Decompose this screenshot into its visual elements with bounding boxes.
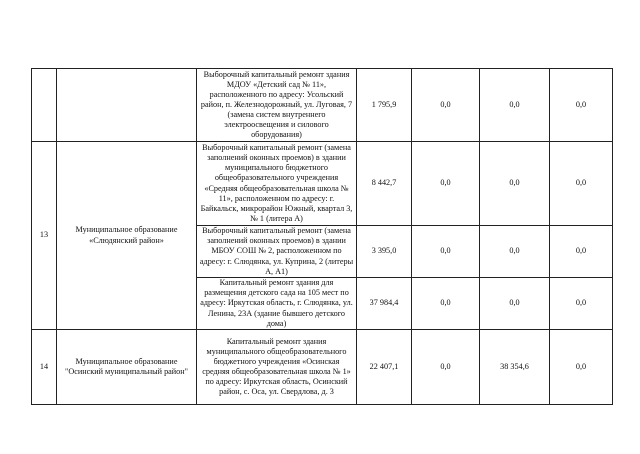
value-cell: 37 984,4 (357, 278, 412, 330)
value-cell: 8 442,7 (357, 142, 412, 226)
municipality-cell: Муниципальное образование «Слюдянский район» (57, 142, 197, 330)
row-number (32, 69, 57, 142)
row-number: 14 (32, 330, 57, 405)
value-cell: 0,0 (412, 226, 480, 278)
value-cell: 0,0 (550, 278, 613, 330)
value-cell: 0,0 (480, 69, 550, 142)
table-row (32, 330, 613, 405)
value-cell: 0,0 (550, 69, 613, 142)
value-cell: 0,0 (480, 278, 550, 330)
value-cell: 0,0 (412, 69, 480, 142)
municipality-cell: Муниципальное образование "Осинский муниципальный район" (57, 330, 197, 405)
value-cell: 0,0 (412, 330, 480, 405)
description-cell: Выборочный капитальный ремонт (замена заполнений оконных проемов) в здании муниципального бюджетного общеобразовательного учреждения «Средняя общеобразовательная школа № 11», расположенном по адресу: г. Байкальск, микрорайон Южный, квартал 3, № 1 (литера А) (197, 142, 357, 226)
row-number: 13 (32, 142, 57, 330)
description-cell: Капитальный ремонт здания для размещения детского сада на 105 мест по адресу: Иркутская область, г. Слюдянка, ул. Ленина, 23А (здание бывшего детского дома) (197, 278, 357, 330)
municipality-cell (57, 69, 197, 142)
table-row (32, 142, 613, 226)
value-cell: 0,0 (480, 226, 550, 278)
value-cell: 0,0 (550, 226, 613, 278)
budget-table (31, 68, 613, 405)
description-cell: Выборочный капитальный ремонт (замена заполнений оконных проемов) в здании МБОУ СОШ № 2, расположенном по адресу: г. Слюдянка, ул. Куприна, 2 (литеры А, А1) (197, 226, 357, 278)
value-cell: 38 354,6 (480, 330, 550, 405)
value-cell: 22 407,1 (357, 330, 412, 405)
description-cell: Выборочный капитальный ремонт здания МДОУ «Детский сад № 11», расположенного по адресу: Усольский район, п. Железнодорожный, ул. Луговая, 7 (замена систем внутреннего электроосвещения и силового оборудования) (197, 69, 357, 142)
description-cell: Капитальный ремонт здания муниципального общеобразовательного бюджетного учреждения «Осинская средняя общеобразовательная школа № 1» по адресу: Иркутская область, Осинский район, с. Оса, ул. Свердлова, д. 3 (197, 330, 357, 405)
value-cell: 0,0 (412, 278, 480, 330)
value-cell: 1 795,9 (357, 69, 412, 142)
value-cell: 0,0 (550, 330, 613, 405)
value-cell: 0,0 (480, 142, 550, 226)
value-cell: 3 395,0 (357, 226, 412, 278)
value-cell: 0,0 (412, 142, 480, 226)
table-row (32, 69, 613, 142)
value-cell: 0,0 (550, 142, 613, 226)
